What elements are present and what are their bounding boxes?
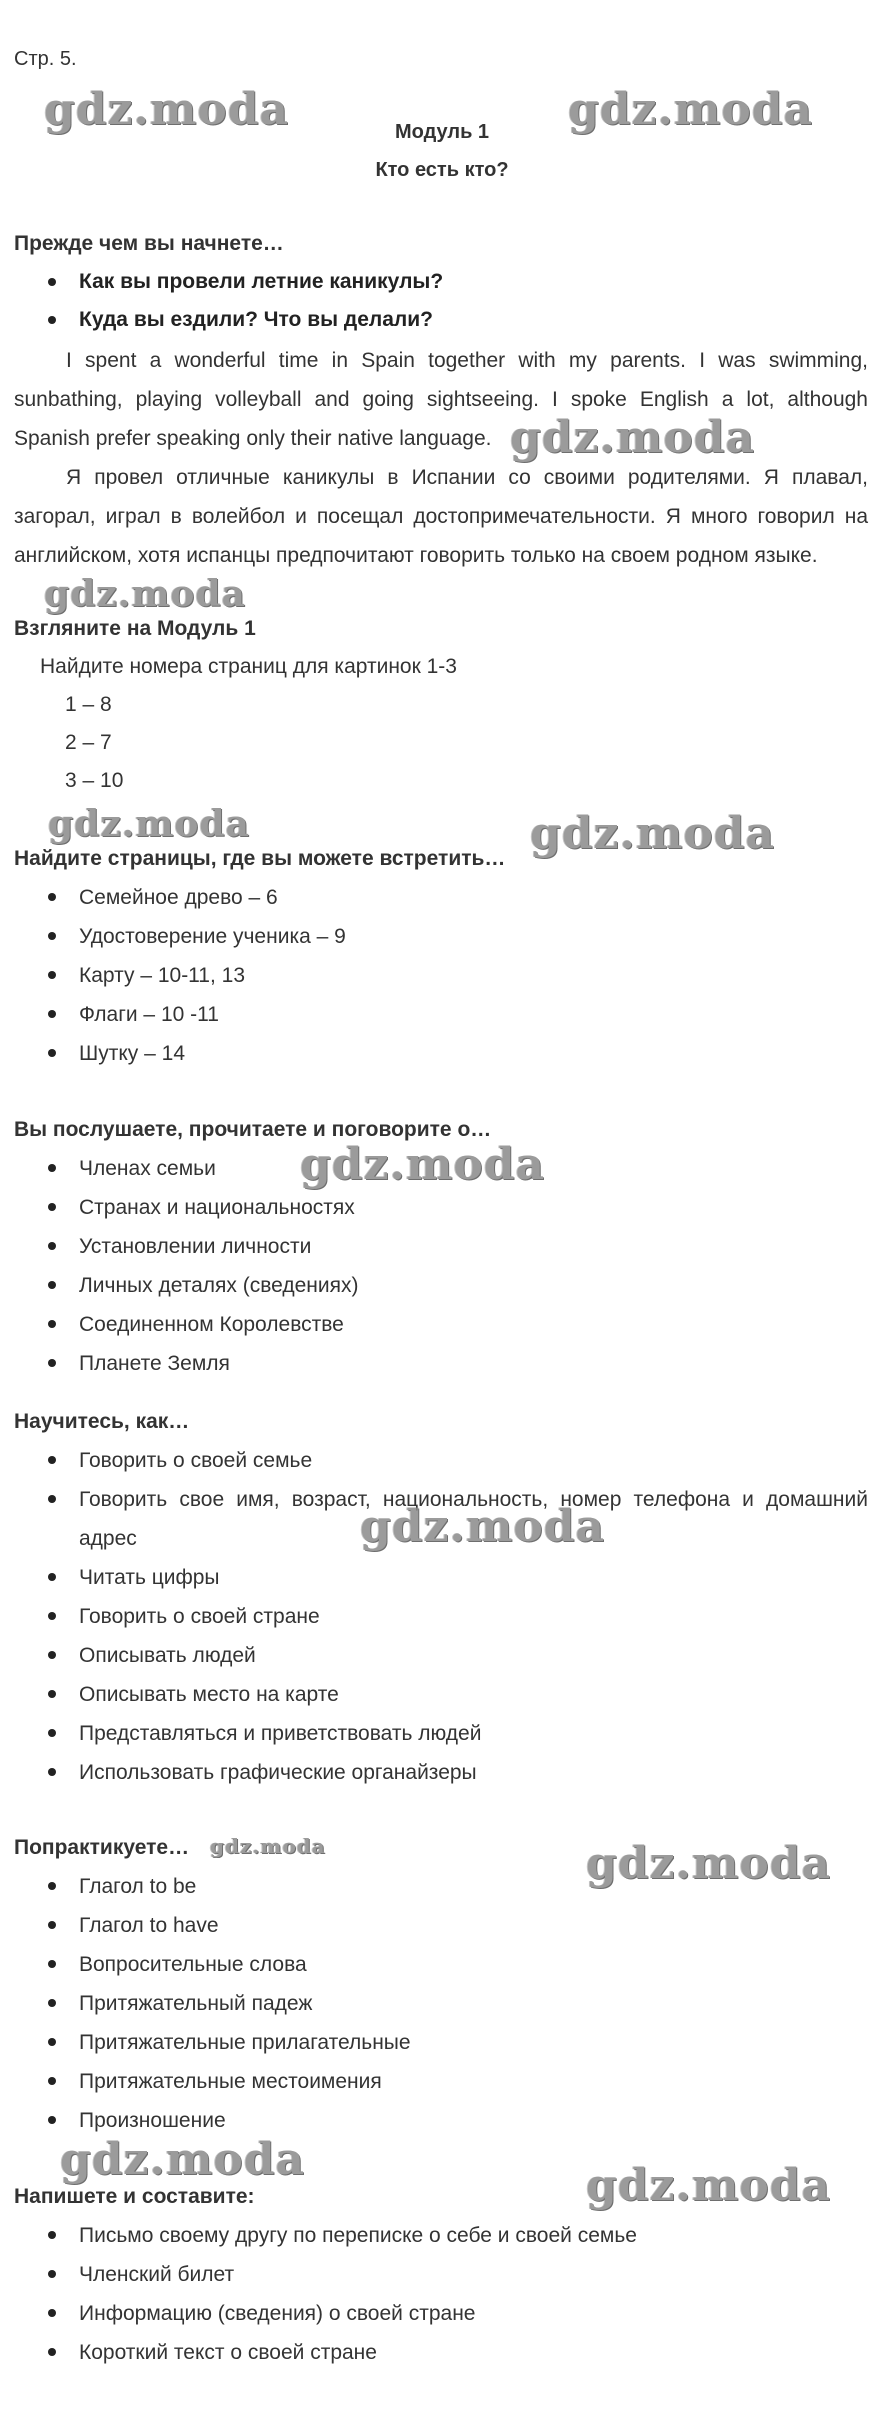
- list-item: Письмо своему другу по переписке о себе и своей семье: [0, 2216, 884, 2255]
- list-item: Глагол to have: [0, 1906, 884, 1945]
- english-paragraph: I spent a wonderful time in Spain together with my parents. I was swimming, sunbathing, playing volleyball and going sightseeing. I spoke English a lot, although Spanish prefer speaking only their native language.: [14, 349, 868, 450]
- list-item: Установлении личности: [0, 1227, 884, 1266]
- list-item: Притяжательные местоимения: [0, 2062, 884, 2101]
- list-item: Странах и национальностях: [0, 1188, 884, 1227]
- list-item: Говорить свое имя, возраст, национальность, номер телефона и домашний адрес: [0, 1480, 884, 1558]
- watermark-logo: gdz.moda: [48, 803, 250, 845]
- list-item: Короткий текст о своей стране: [0, 2333, 884, 2372]
- watermark-logo: gdz.moda: [44, 84, 290, 135]
- list-item: Говорить о своей стране: [0, 1597, 884, 1636]
- module-subtitle: Кто есть кто?: [375, 159, 509, 181]
- learn-how-list: [0, 1441, 884, 1792]
- list-item: Куда вы ездили? Что вы делали?: [0, 301, 884, 339]
- list-item: Семейное древо – 6: [0, 878, 884, 917]
- learn-how-heading: Научитесь, как…: [14, 1410, 190, 1433]
- watermark-logo: gdz.moda: [300, 1139, 546, 1190]
- list-item: Членах семьи: [0, 1149, 884, 1188]
- list-item: Карту – 10-11, 13: [0, 956, 884, 995]
- list-item: Описывать место на карте: [0, 1675, 884, 1714]
- list-item: Планете Земля: [0, 1344, 884, 1383]
- list-item: Произношение: [0, 2101, 884, 2140]
- write-heading: Напишете и составите:: [14, 2185, 255, 2208]
- list-item: Соединенном Королевстве: [0, 1305, 884, 1344]
- answer-item: 2 – 7: [65, 731, 112, 754]
- look-module-instruction: Найдите номера страниц для картинок 1-3: [40, 655, 457, 678]
- watermark-logo: gdz.moda: [210, 1834, 326, 1858]
- list-item: Информацию (сведения) о своей стране: [0, 2294, 884, 2333]
- russian-paragraph: Я провел отличные каникулы в Испании со своими родителями. Я плавал, загорал, играл в волейбол и посещал достопримечательности. Я много говорил на английском, хотя испанцы предпочитают говорить только на своем родном языке.: [14, 466, 868, 567]
- list-item: Читать цифры: [0, 1558, 884, 1597]
- listen-read-heading: Вы послушаете, прочитаете и поговорите о…: [14, 1118, 492, 1141]
- list-item: Притяжательный падеж: [0, 1984, 884, 2023]
- page-number: Стр. 5.: [14, 48, 77, 70]
- find-pages-list: [0, 878, 884, 1073]
- page-answers: [65, 686, 123, 800]
- list-item: Вопросительные слова: [0, 1945, 884, 1984]
- list-item: Описывать людей: [0, 1636, 884, 1675]
- list-item: Говорить о своей семье: [0, 1441, 884, 1480]
- module-title: Модуль 1: [394, 121, 490, 143]
- list-item: Членский билет: [0, 2255, 884, 2294]
- watermark-logo: gdz.moda: [44, 573, 246, 615]
- practice-heading: Попрактикуете…: [14, 1836, 190, 1859]
- list-item: Представляться и приветствовать людей: [0, 1714, 884, 1753]
- watermark-logo: gdz.moda: [530, 808, 776, 859]
- list-item: Личных деталях (сведениях): [0, 1266, 884, 1305]
- watermark-logo: gdz.moda: [510, 412, 756, 463]
- list-item: Глагол to be: [0, 1867, 884, 1906]
- answer-item: 1 – 8: [65, 693, 112, 716]
- write-list: [0, 2216, 884, 2372]
- watermark-logo: gdz.moda: [60, 2134, 306, 2185]
- before-start-questions: [0, 263, 884, 339]
- list-item: Притяжательные прилагательные: [0, 2023, 884, 2062]
- list-item: Использовать графические органайзеры: [0, 1753, 884, 1792]
- watermark-logo: gdz.moda: [360, 1501, 606, 1552]
- list-item: Шутку – 14: [0, 1034, 884, 1073]
- list-item: Флаги – 10 -11: [0, 995, 884, 1034]
- watermark-logo: gdz.moda: [586, 1838, 832, 1889]
- watermark-logo: gdz.moda: [568, 84, 814, 135]
- watermark-logo: gdz.moda: [586, 2160, 832, 2211]
- list-item: Как вы провели летние каникулы?: [0, 263, 884, 301]
- list-item: Удостоверение ученика – 9: [0, 917, 884, 956]
- before-start-heading: Прежде чем вы начнете…: [14, 232, 284, 255]
- look-module-heading: Взгляните на Модуль 1: [14, 617, 256, 640]
- find-pages-heading: Найдите страницы, где вы можете встретить…: [14, 847, 506, 870]
- practice-list: [0, 1867, 884, 2140]
- answer-item: 3 – 10: [65, 769, 124, 792]
